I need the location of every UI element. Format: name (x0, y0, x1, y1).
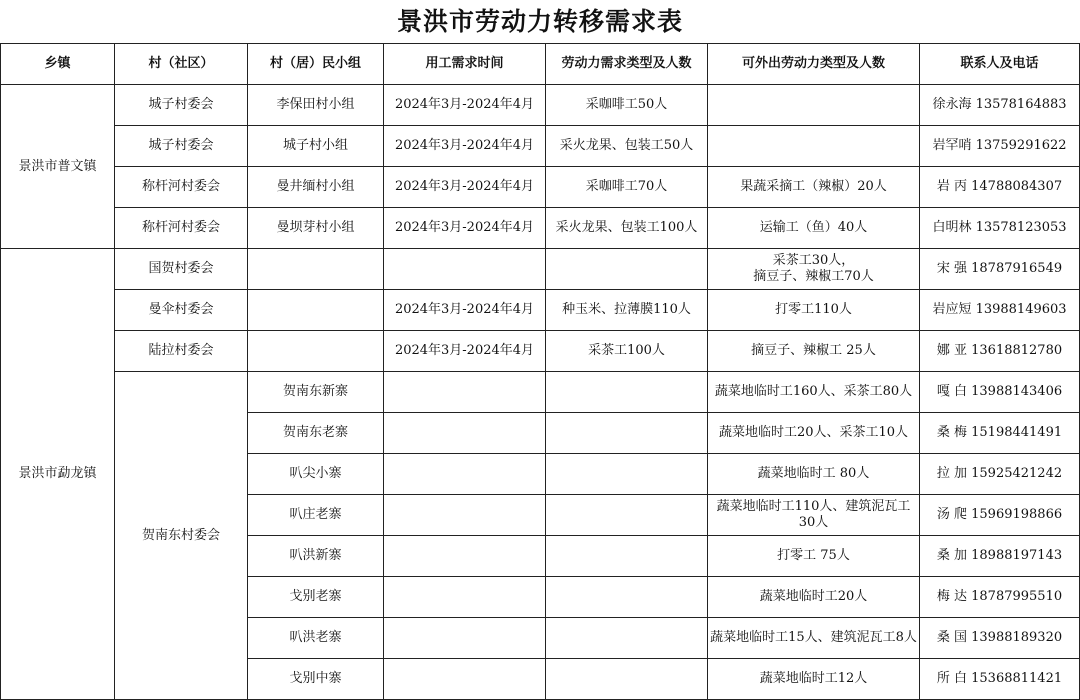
demand-cell: 采火龙果、包装工50人 (546, 126, 708, 167)
demand-cell (546, 495, 708, 536)
time-cell: 2024年3月-2024年4月 (384, 167, 546, 208)
page-title: 景洪市劳动力转移需求表 (396, 7, 683, 36)
contact-cell: 徐永海 13578164883 (920, 85, 1080, 126)
contact-cell: 拉 加 15925421242 (920, 454, 1080, 495)
demand-cell (546, 536, 708, 577)
contact-cell: 岩罕哨 13759291622 (920, 126, 1080, 167)
header-group: 村（居）民小组 (248, 44, 384, 85)
village-cell: 城子村委会 (115, 126, 248, 167)
time-cell (384, 249, 546, 290)
demand-cell (546, 454, 708, 495)
supply-cell: 采茶工30人， 摘豆子、辣椒工70人 (708, 249, 920, 290)
group-cell: 戈别老寨 (248, 577, 384, 618)
contact-cell: 娜 亚 13618812780 (920, 331, 1080, 372)
group-cell: 曼井缅村小组 (248, 167, 384, 208)
header-row (1, 44, 1080, 85)
contact-cell: 梅 达 18787995510 (920, 577, 1080, 618)
table-row (1, 85, 1080, 126)
contact-cell: 岩应短 13988149603 (920, 290, 1080, 331)
contact-cell: 汤 爬 15969198866 (920, 495, 1080, 536)
contact-cell: 桑 加 18988197143 (920, 536, 1080, 577)
table-row (1, 372, 1080, 413)
table-row (1, 126, 1080, 167)
demand-cell: 种玉米、拉薄膜110人 (546, 290, 708, 331)
time-cell (384, 659, 546, 700)
supply-cell: 蔬菜地临时工20人 (708, 577, 920, 618)
village-cell: 称杆河村委会 (115, 208, 248, 249)
header-supply: 可外出劳动力类型及人数 (708, 44, 920, 85)
village-cell: 贺南东村委会 (115, 372, 248, 700)
demand-cell (546, 618, 708, 659)
village-cell: 陆拉村委会 (115, 331, 248, 372)
time-cell (384, 495, 546, 536)
time-cell: 2024年3月-2024年4月 (384, 85, 546, 126)
group-cell: 李保田村小组 (248, 85, 384, 126)
demand-cell (546, 659, 708, 700)
village-cell: 城子村委会 (115, 85, 248, 126)
village-cell: 曼伞村委会 (115, 290, 248, 331)
supply-cell: 打零工 75人 (708, 536, 920, 577)
time-cell (384, 454, 546, 495)
supply-cell: 蔬菜地临时工 80人 (708, 454, 920, 495)
table-row (1, 167, 1080, 208)
town-cell: 景洪市勐龙镇 (1, 249, 115, 700)
header-village: 村（社区） (115, 44, 248, 85)
table-row (1, 208, 1080, 249)
time-cell: 2024年3月-2024年4月 (384, 331, 546, 372)
contact-cell: 嘎 白 13988143406 (920, 372, 1080, 413)
contact-cell: 所 白 15368811421 (920, 659, 1080, 700)
supply-cell (708, 85, 920, 126)
demand-cell (546, 372, 708, 413)
time-cell (384, 413, 546, 454)
group-cell: 叭庄老寨 (248, 495, 384, 536)
header-time: 用工需求时间 (384, 44, 546, 85)
demand-cell (546, 413, 708, 454)
supply-cell: 运输工（鱼）40人 (708, 208, 920, 249)
demand-cell: 采茶工100人 (546, 331, 708, 372)
supply-cell (708, 126, 920, 167)
table-row (1, 249, 1080, 290)
group-cell: 贺南东老寨 (248, 413, 384, 454)
supply-cell: 蔬菜地临时工20人、采茶工10人 (708, 413, 920, 454)
group-cell: 曼坝芽村小组 (248, 208, 384, 249)
supply-cell: 打零工110人 (708, 290, 920, 331)
time-cell: 2024年3月-2024年4月 (384, 126, 546, 167)
table-row (1, 331, 1080, 372)
contact-cell: 白明林 13578123053 (920, 208, 1080, 249)
contact-cell: 岩 丙 14788084307 (920, 167, 1080, 208)
group-cell: 叭尖小寨 (248, 454, 384, 495)
time-cell (384, 577, 546, 618)
group-cell: 叭洪新寨 (248, 536, 384, 577)
demand-cell: 采咖啡工50人 (546, 85, 708, 126)
contact-cell: 桑 梅 15198441491 (920, 413, 1080, 454)
group-cell (248, 290, 384, 331)
contact-cell: 桑 国 13988189320 (920, 618, 1080, 659)
supply-cell: 蔬菜地临时工12人 (708, 659, 920, 700)
supply-cell: 蔬菜地临时工160人、采茶工80人 (708, 372, 920, 413)
village-cell: 称杆河村委会 (115, 167, 248, 208)
demand-cell: 采火龙果、包装工100人 (546, 208, 708, 249)
supply-cell: 摘豆子、辣椒工 25人 (708, 331, 920, 372)
time-cell (384, 618, 546, 659)
table-body (1, 85, 1080, 700)
group-cell: 贺南东新寨 (248, 372, 384, 413)
time-cell: 2024年3月-2024年4月 (384, 290, 546, 331)
supply-cell: 果蔬采摘工（辣椒）20人 (708, 167, 920, 208)
town-cell: 景洪市普文镇 (1, 85, 115, 249)
header-contact: 联系人及电话 (920, 44, 1080, 85)
time-cell (384, 536, 546, 577)
group-cell: 戈别中寨 (248, 659, 384, 700)
time-cell (384, 372, 546, 413)
village-cell: 国贺村委会 (115, 249, 248, 290)
group-cell: 叭洪老寨 (248, 618, 384, 659)
demand-cell (546, 249, 708, 290)
group-cell (248, 249, 384, 290)
group-cell (248, 331, 384, 372)
contact-cell: 宋 强 18787916549 (920, 249, 1080, 290)
header-demand: 劳动力需求类型及人数 (546, 44, 708, 85)
group-cell: 城子村小组 (248, 126, 384, 167)
time-cell: 2024年3月-2024年4月 (384, 208, 546, 249)
supply-cell: 蔬菜地临时工110人、建筑泥瓦工30人 (708, 495, 920, 536)
supply-cell: 蔬菜地临时工15人、建筑泥瓦工8人 (708, 618, 920, 659)
table-row (1, 290, 1080, 331)
demand-cell: 采咖啡工70人 (546, 167, 708, 208)
labor-demand-table (0, 43, 1080, 700)
header-town: 乡镇 (1, 44, 115, 85)
demand-cell (546, 577, 708, 618)
